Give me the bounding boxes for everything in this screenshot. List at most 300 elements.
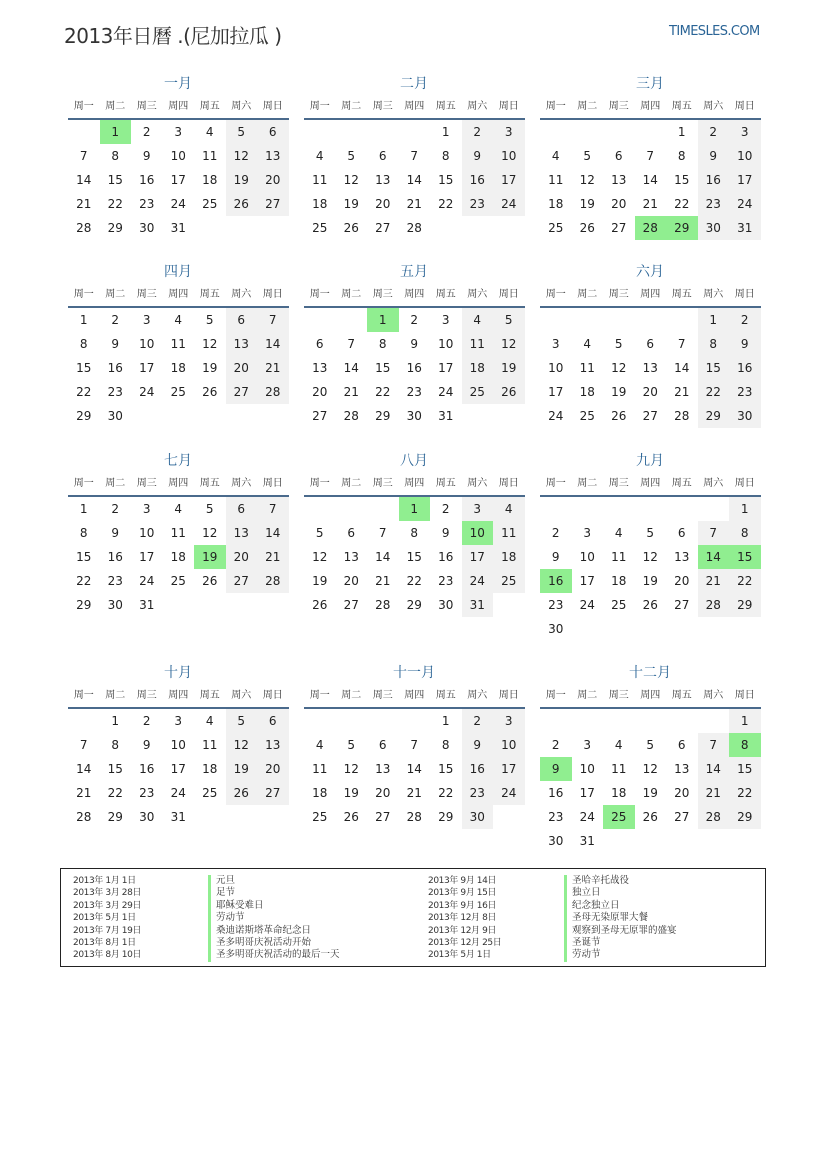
day-cell[interactable]: 16 bbox=[462, 168, 494, 192]
day-cell[interactable]: 9 bbox=[729, 332, 761, 356]
day-cell[interactable]: 17 bbox=[729, 168, 761, 192]
day-cell[interactable]: 5 bbox=[205, 313, 214, 327]
day-cell[interactable]: 17 bbox=[579, 786, 595, 800]
day-cell[interactable]: 11 bbox=[548, 173, 564, 187]
day-cell[interactable]: 23 bbox=[698, 192, 730, 216]
day-cell[interactable]: 19 bbox=[642, 574, 658, 588]
day-cell[interactable]: 4 bbox=[174, 502, 183, 516]
day-cell[interactable]: 30 bbox=[139, 810, 155, 824]
day-cell[interactable]: 18 bbox=[548, 197, 564, 211]
day-cell[interactable]: 4 bbox=[583, 337, 592, 351]
day-cell[interactable]: 27 bbox=[611, 221, 627, 235]
day-cell[interactable]: 29 bbox=[698, 404, 730, 428]
day-cell[interactable]: 11 bbox=[611, 550, 627, 564]
day-cell[interactable]: 30 bbox=[107, 598, 123, 612]
day-cell[interactable]: 1 bbox=[79, 313, 88, 327]
day-cell[interactable]: 17 bbox=[493, 168, 525, 192]
day-cell[interactable]: 26 bbox=[493, 380, 525, 404]
holiday-day-cell[interactable]: 1 bbox=[399, 497, 431, 521]
day-cell[interactable]: 8 bbox=[111, 738, 120, 752]
day-cell[interactable]: 21 bbox=[642, 197, 658, 211]
day-cell[interactable]: 1 bbox=[729, 709, 761, 733]
day-cell[interactable]: 12 bbox=[226, 144, 258, 168]
day-cell[interactable]: 13 bbox=[312, 361, 328, 375]
day-cell[interactable]: 29 bbox=[375, 409, 391, 423]
day-cell[interactable]: 8 bbox=[729, 521, 761, 545]
day-cell[interactable]: 23 bbox=[729, 380, 761, 404]
day-cell[interactable]: 25 bbox=[202, 786, 218, 800]
day-cell[interactable]: 12 bbox=[343, 762, 359, 776]
day-cell[interactable]: 3 bbox=[551, 337, 560, 351]
day-cell[interactable]: 24 bbox=[170, 197, 186, 211]
day-cell[interactable]: 5 bbox=[226, 709, 258, 733]
day-cell[interactable]: 3 bbox=[142, 502, 151, 516]
holiday-day-cell[interactable]: 14 bbox=[698, 545, 730, 569]
day-cell[interactable]: 2 bbox=[142, 714, 151, 728]
day-cell[interactable]: 22 bbox=[375, 385, 391, 399]
day-cell[interactable]: 24 bbox=[170, 786, 186, 800]
day-cell[interactable]: 9 bbox=[142, 738, 151, 752]
day-cell[interactable]: 31 bbox=[170, 221, 186, 235]
day-cell[interactable]: 18 bbox=[170, 550, 186, 564]
day-cell[interactable]: 2 bbox=[551, 526, 560, 540]
day-cell[interactable]: 10 bbox=[548, 361, 564, 375]
day-cell[interactable]: 18 bbox=[493, 545, 525, 569]
day-cell[interactable]: 9 bbox=[111, 337, 120, 351]
day-cell[interactable]: 17 bbox=[438, 361, 454, 375]
day-cell[interactable]: 23 bbox=[462, 781, 494, 805]
day-cell[interactable]: 31 bbox=[438, 409, 454, 423]
day-cell[interactable]: 8 bbox=[79, 337, 88, 351]
day-cell[interactable]: 14 bbox=[257, 332, 289, 356]
day-cell[interactable]: 25 bbox=[170, 574, 186, 588]
day-cell[interactable]: 11 bbox=[202, 149, 218, 163]
day-cell[interactable]: 26 bbox=[226, 781, 258, 805]
day-cell[interactable]: 21 bbox=[698, 569, 730, 593]
day-cell[interactable]: 20 bbox=[642, 385, 658, 399]
day-cell[interactable]: 27 bbox=[312, 409, 328, 423]
day-cell[interactable]: 22 bbox=[438, 197, 454, 211]
day-cell[interactable]: 25 bbox=[611, 598, 627, 612]
day-cell[interactable]: 16 bbox=[107, 361, 123, 375]
day-cell[interactable]: 12 bbox=[642, 550, 658, 564]
day-cell[interactable]: 23 bbox=[548, 598, 564, 612]
holiday-day-cell[interactable]: 9 bbox=[540, 757, 572, 781]
day-cell[interactable]: 8 bbox=[378, 337, 387, 351]
day-cell[interactable]: 25 bbox=[202, 197, 218, 211]
day-cell[interactable]: 4 bbox=[551, 149, 560, 163]
day-cell[interactable]: 3 bbox=[493, 709, 525, 733]
day-cell[interactable]: 16 bbox=[729, 356, 761, 380]
day-cell[interactable]: 28 bbox=[406, 221, 422, 235]
day-cell[interactable]: 20 bbox=[674, 786, 690, 800]
day-cell[interactable]: 24 bbox=[548, 409, 564, 423]
day-cell[interactable]: 26 bbox=[202, 385, 218, 399]
day-cell[interactable]: 22 bbox=[729, 781, 761, 805]
day-cell[interactable]: 29 bbox=[107, 810, 123, 824]
day-cell[interactable]: 7 bbox=[378, 526, 387, 540]
day-cell[interactable]: 20 bbox=[312, 385, 328, 399]
day-cell[interactable]: 17 bbox=[579, 574, 595, 588]
day-cell[interactable]: 14 bbox=[642, 173, 658, 187]
day-cell[interactable]: 13 bbox=[611, 173, 627, 187]
day-cell[interactable]: 10 bbox=[493, 733, 525, 757]
day-cell[interactable]: 30 bbox=[107, 409, 123, 423]
day-cell[interactable]: 25 bbox=[493, 569, 525, 593]
day-cell[interactable]: 10 bbox=[579, 550, 595, 564]
day-cell[interactable]: 13 bbox=[674, 762, 690, 776]
day-cell[interactable]: 9 bbox=[111, 526, 120, 540]
day-cell[interactable]: 21 bbox=[343, 385, 359, 399]
day-cell[interactable]: 15 bbox=[76, 550, 92, 564]
day-cell[interactable]: 19 bbox=[343, 197, 359, 211]
day-cell[interactable]: 21 bbox=[406, 786, 422, 800]
day-cell[interactable]: 6 bbox=[226, 308, 258, 332]
day-cell[interactable]: 1 bbox=[698, 308, 730, 332]
day-cell[interactable]: 30 bbox=[729, 404, 761, 428]
day-cell[interactable]: 2 bbox=[462, 709, 494, 733]
day-cell[interactable]: 25 bbox=[548, 221, 564, 235]
day-cell[interactable]: 15 bbox=[438, 762, 454, 776]
day-cell[interactable]: 21 bbox=[257, 545, 289, 569]
day-cell[interactable]: 7 bbox=[677, 337, 686, 351]
day-cell[interactable]: 17 bbox=[139, 550, 155, 564]
day-cell[interactable]: 23 bbox=[548, 810, 564, 824]
day-cell[interactable]: 22 bbox=[107, 197, 123, 211]
holiday-day-cell[interactable]: 8 bbox=[729, 733, 761, 757]
day-cell[interactable]: 14 bbox=[76, 762, 92, 776]
day-cell[interactable]: 20 bbox=[375, 197, 391, 211]
day-cell[interactable]: 1 bbox=[677, 125, 686, 139]
day-cell[interactable]: 1 bbox=[441, 125, 450, 139]
day-cell[interactable]: 17 bbox=[170, 173, 186, 187]
day-cell[interactable]: 15 bbox=[698, 356, 730, 380]
day-cell[interactable]: 30 bbox=[462, 805, 494, 829]
day-cell[interactable]: 8 bbox=[441, 149, 450, 163]
day-cell[interactable]: 5 bbox=[205, 502, 214, 516]
day-cell[interactable]: 5 bbox=[583, 149, 592, 163]
day-cell[interactable]: 28 bbox=[674, 409, 690, 423]
day-cell[interactable]: 12 bbox=[579, 173, 595, 187]
holiday-day-cell[interactable]: 28 bbox=[635, 216, 667, 240]
day-cell[interactable]: 12 bbox=[493, 332, 525, 356]
day-cell[interactable]: 9 bbox=[551, 550, 560, 564]
day-cell[interactable]: 4 bbox=[205, 714, 214, 728]
day-cell[interactable]: 19 bbox=[579, 197, 595, 211]
day-cell[interactable]: 7 bbox=[347, 337, 356, 351]
day-cell[interactable]: 31 bbox=[139, 598, 155, 612]
day-cell[interactable]: 12 bbox=[202, 337, 218, 351]
day-cell[interactable]: 3 bbox=[441, 313, 450, 327]
day-cell[interactable]: 20 bbox=[611, 197, 627, 211]
site-link[interactable]: TIMESLES.COM bbox=[669, 24, 760, 39]
day-cell[interactable]: 18 bbox=[611, 786, 627, 800]
day-cell[interactable]: 10 bbox=[438, 337, 454, 351]
day-cell[interactable]: 16 bbox=[139, 762, 155, 776]
day-cell[interactable]: 25 bbox=[312, 221, 328, 235]
day-cell[interactable]: 21 bbox=[76, 786, 92, 800]
day-cell[interactable]: 22 bbox=[107, 786, 123, 800]
day-cell[interactable]: 17 bbox=[493, 757, 525, 781]
day-cell[interactable]: 17 bbox=[548, 385, 564, 399]
day-cell[interactable]: 11 bbox=[170, 337, 186, 351]
day-cell[interactable]: 2 bbox=[698, 120, 730, 144]
day-cell[interactable]: 5 bbox=[226, 120, 258, 144]
day-cell[interactable]: 9 bbox=[142, 149, 151, 163]
day-cell[interactable]: 20 bbox=[226, 545, 258, 569]
day-cell[interactable]: 21 bbox=[257, 356, 289, 380]
day-cell[interactable]: 10 bbox=[170, 738, 186, 752]
day-cell[interactable]: 5 bbox=[347, 149, 356, 163]
day-cell[interactable]: 7 bbox=[646, 149, 655, 163]
day-cell[interactable]: 3 bbox=[174, 125, 183, 139]
day-cell[interactable]: 14 bbox=[343, 361, 359, 375]
holiday-day-cell[interactable]: 1 bbox=[367, 308, 399, 332]
day-cell[interactable]: 13 bbox=[375, 173, 391, 187]
day-cell[interactable]: 24 bbox=[438, 385, 454, 399]
day-cell[interactable]: 9 bbox=[441, 526, 450, 540]
day-cell[interactable]: 5 bbox=[347, 738, 356, 752]
day-cell[interactable]: 2 bbox=[729, 308, 761, 332]
day-cell[interactable]: 29 bbox=[438, 810, 454, 824]
day-cell[interactable]: 28 bbox=[76, 810, 92, 824]
day-cell[interactable]: 3 bbox=[583, 526, 592, 540]
day-cell[interactable]: 20 bbox=[343, 574, 359, 588]
day-cell[interactable]: 18 bbox=[579, 385, 595, 399]
holiday-day-cell[interactable]: 25 bbox=[603, 805, 635, 829]
day-cell[interactable]: 16 bbox=[438, 550, 454, 564]
day-cell[interactable]: 14 bbox=[698, 757, 730, 781]
day-cell[interactable]: 19 bbox=[611, 385, 627, 399]
day-cell[interactable]: 22 bbox=[674, 197, 690, 211]
day-cell[interactable]: 7 bbox=[79, 738, 88, 752]
day-cell[interactable]: 24 bbox=[579, 598, 595, 612]
day-cell[interactable]: 22 bbox=[698, 380, 730, 404]
day-cell[interactable]: 29 bbox=[729, 805, 761, 829]
day-cell[interactable]: 27 bbox=[674, 598, 690, 612]
day-cell[interactable]: 4 bbox=[174, 313, 183, 327]
day-cell[interactable]: 23 bbox=[107, 385, 123, 399]
day-cell[interactable]: 2 bbox=[142, 125, 151, 139]
day-cell[interactable]: 7 bbox=[698, 733, 730, 757]
day-cell[interactable]: 23 bbox=[139, 786, 155, 800]
day-cell[interactable]: 6 bbox=[378, 738, 387, 752]
day-cell[interactable]: 26 bbox=[343, 221, 359, 235]
day-cell[interactable]: 28 bbox=[257, 569, 289, 593]
day-cell[interactable]: 4 bbox=[315, 738, 324, 752]
day-cell[interactable]: 26 bbox=[611, 409, 627, 423]
day-cell[interactable]: 11 bbox=[202, 738, 218, 752]
day-cell[interactable]: 1 bbox=[111, 714, 120, 728]
day-cell[interactable]: 15 bbox=[406, 550, 422, 564]
day-cell[interactable]: 17 bbox=[462, 545, 494, 569]
day-cell[interactable]: 21 bbox=[674, 385, 690, 399]
day-cell[interactable]: 20 bbox=[375, 786, 391, 800]
day-cell[interactable]: 2 bbox=[410, 313, 419, 327]
day-cell[interactable]: 31 bbox=[170, 810, 186, 824]
day-cell[interactable]: 1 bbox=[441, 714, 450, 728]
day-cell[interactable]: 6 bbox=[347, 526, 356, 540]
day-cell[interactable]: 6 bbox=[677, 738, 686, 752]
day-cell[interactable]: 19 bbox=[226, 168, 258, 192]
holiday-day-cell[interactable]: 1 bbox=[100, 120, 132, 144]
day-cell[interactable]: 6 bbox=[226, 497, 258, 521]
day-cell[interactable]: 23 bbox=[462, 192, 494, 216]
day-cell[interactable]: 17 bbox=[139, 361, 155, 375]
day-cell[interactable]: 16 bbox=[406, 361, 422, 375]
day-cell[interactable]: 13 bbox=[674, 550, 690, 564]
day-cell[interactable]: 1 bbox=[79, 502, 88, 516]
day-cell[interactable]: 5 bbox=[614, 337, 623, 351]
day-cell[interactable]: 6 bbox=[257, 120, 289, 144]
day-cell[interactable]: 18 bbox=[611, 574, 627, 588]
day-cell[interactable]: 24 bbox=[462, 569, 494, 593]
day-cell[interactable]: 11 bbox=[312, 762, 328, 776]
day-cell[interactable]: 13 bbox=[642, 361, 658, 375]
day-cell[interactable]: 7 bbox=[257, 497, 289, 521]
day-cell[interactable]: 27 bbox=[375, 221, 391, 235]
day-cell[interactable]: 29 bbox=[76, 598, 92, 612]
day-cell[interactable]: 1 bbox=[729, 497, 761, 521]
day-cell[interactable]: 27 bbox=[674, 810, 690, 824]
day-cell[interactable]: 28 bbox=[406, 810, 422, 824]
day-cell[interactable]: 20 bbox=[226, 356, 258, 380]
day-cell[interactable]: 12 bbox=[343, 173, 359, 187]
day-cell[interactable]: 8 bbox=[410, 526, 419, 540]
day-cell[interactable]: 8 bbox=[111, 149, 120, 163]
day-cell[interactable]: 29 bbox=[76, 409, 92, 423]
day-cell[interactable]: 13 bbox=[375, 762, 391, 776]
day-cell[interactable]: 19 bbox=[493, 356, 525, 380]
day-cell[interactable]: 14 bbox=[674, 361, 690, 375]
day-cell[interactable]: 15 bbox=[375, 361, 391, 375]
day-cell[interactable]: 14 bbox=[375, 550, 391, 564]
day-cell[interactable]: 19 bbox=[343, 786, 359, 800]
day-cell[interactable]: 27 bbox=[257, 192, 289, 216]
day-cell[interactable]: 4 bbox=[462, 308, 494, 332]
day-cell[interactable]: 9 bbox=[410, 337, 419, 351]
day-cell[interactable]: 13 bbox=[226, 521, 258, 545]
day-cell[interactable]: 28 bbox=[343, 409, 359, 423]
day-cell[interactable]: 8 bbox=[677, 149, 686, 163]
day-cell[interactable]: 18 bbox=[170, 361, 186, 375]
day-cell[interactable]: 19 bbox=[642, 786, 658, 800]
day-cell[interactable]: 27 bbox=[226, 569, 258, 593]
day-cell[interactable]: 22 bbox=[76, 385, 92, 399]
day-cell[interactable]: 3 bbox=[462, 497, 494, 521]
day-cell[interactable]: 25 bbox=[312, 810, 328, 824]
day-cell[interactable]: 2 bbox=[111, 313, 120, 327]
day-cell[interactable]: 15 bbox=[438, 173, 454, 187]
day-cell[interactable]: 14 bbox=[76, 173, 92, 187]
day-cell[interactable]: 5 bbox=[646, 526, 655, 540]
day-cell[interactable]: 30 bbox=[438, 598, 454, 612]
day-cell[interactable]: 9 bbox=[462, 144, 494, 168]
day-cell[interactable]: 20 bbox=[257, 168, 289, 192]
day-cell[interactable]: 5 bbox=[646, 738, 655, 752]
day-cell[interactable]: 4 bbox=[614, 738, 623, 752]
day-cell[interactable]: 6 bbox=[378, 149, 387, 163]
day-cell[interactable]: 11 bbox=[579, 361, 595, 375]
day-cell[interactable]: 30 bbox=[698, 216, 730, 240]
day-cell[interactable]: 26 bbox=[642, 598, 658, 612]
day-cell[interactable]: 14 bbox=[257, 521, 289, 545]
day-cell[interactable]: 24 bbox=[493, 192, 525, 216]
day-cell[interactable]: 26 bbox=[202, 574, 218, 588]
day-cell[interactable]: 16 bbox=[698, 168, 730, 192]
day-cell[interactable]: 12 bbox=[202, 526, 218, 540]
day-cell[interactable]: 27 bbox=[257, 781, 289, 805]
holiday-day-cell[interactable]: 15 bbox=[729, 545, 761, 569]
day-cell[interactable]: 16 bbox=[548, 786, 564, 800]
day-cell[interactable]: 18 bbox=[312, 786, 328, 800]
day-cell[interactable]: 13 bbox=[257, 144, 289, 168]
day-cell[interactable]: 12 bbox=[611, 361, 627, 375]
day-cell[interactable]: 21 bbox=[406, 197, 422, 211]
holiday-day-cell[interactable]: 10 bbox=[462, 521, 494, 545]
day-cell[interactable]: 25 bbox=[579, 409, 595, 423]
day-cell[interactable]: 5 bbox=[493, 308, 525, 332]
day-cell[interactable]: 6 bbox=[677, 526, 686, 540]
day-cell[interactable]: 15 bbox=[107, 762, 123, 776]
day-cell[interactable]: 28 bbox=[375, 598, 391, 612]
day-cell[interactable]: 27 bbox=[343, 598, 359, 612]
day-cell[interactable]: 2 bbox=[551, 738, 560, 752]
day-cell[interactable]: 13 bbox=[257, 733, 289, 757]
day-cell[interactable]: 2 bbox=[111, 502, 120, 516]
day-cell[interactable]: 13 bbox=[226, 332, 258, 356]
day-cell[interactable]: 6 bbox=[614, 149, 623, 163]
day-cell[interactable]: 17 bbox=[170, 762, 186, 776]
day-cell[interactable]: 24 bbox=[729, 192, 761, 216]
day-cell[interactable]: 24 bbox=[579, 810, 595, 824]
day-cell[interactable]: 3 bbox=[142, 313, 151, 327]
day-cell[interactable]: 21 bbox=[76, 197, 92, 211]
day-cell[interactable]: 8 bbox=[441, 738, 450, 752]
day-cell[interactable]: 10 bbox=[139, 337, 155, 351]
day-cell[interactable]: 31 bbox=[462, 593, 494, 617]
day-cell[interactable]: 9 bbox=[462, 733, 494, 757]
day-cell[interactable]: 7 bbox=[79, 149, 88, 163]
day-cell[interactable]: 22 bbox=[729, 569, 761, 593]
day-cell[interactable]: 23 bbox=[139, 197, 155, 211]
day-cell[interactable]: 24 bbox=[139, 385, 155, 399]
day-cell[interactable]: 15 bbox=[729, 757, 761, 781]
day-cell[interactable]: 6 bbox=[257, 709, 289, 733]
day-cell[interactable]: 2 bbox=[441, 502, 450, 516]
day-cell[interactable]: 20 bbox=[674, 574, 690, 588]
day-cell[interactable]: 21 bbox=[375, 574, 391, 588]
day-cell[interactable]: 19 bbox=[226, 757, 258, 781]
day-cell[interactable]: 3 bbox=[729, 120, 761, 144]
day-cell[interactable]: 23 bbox=[406, 385, 422, 399]
day-cell[interactable]: 11 bbox=[312, 173, 328, 187]
day-cell[interactable]: 12 bbox=[312, 550, 328, 564]
day-cell[interactable]: 10 bbox=[579, 762, 595, 776]
day-cell[interactable]: 4 bbox=[205, 125, 214, 139]
day-cell[interactable]: 24 bbox=[139, 574, 155, 588]
day-cell[interactable]: 4 bbox=[614, 526, 623, 540]
day-cell[interactable]: 23 bbox=[438, 574, 454, 588]
day-cell[interactable]: 18 bbox=[202, 762, 218, 776]
day-cell[interactable]: 6 bbox=[646, 337, 655, 351]
day-cell[interactable]: 4 bbox=[493, 497, 525, 521]
day-cell[interactable]: 4 bbox=[315, 149, 324, 163]
day-cell[interactable]: 25 bbox=[170, 385, 186, 399]
day-cell[interactable]: 10 bbox=[729, 144, 761, 168]
day-cell[interactable]: 29 bbox=[107, 221, 123, 235]
day-cell[interactable]: 10 bbox=[493, 144, 525, 168]
